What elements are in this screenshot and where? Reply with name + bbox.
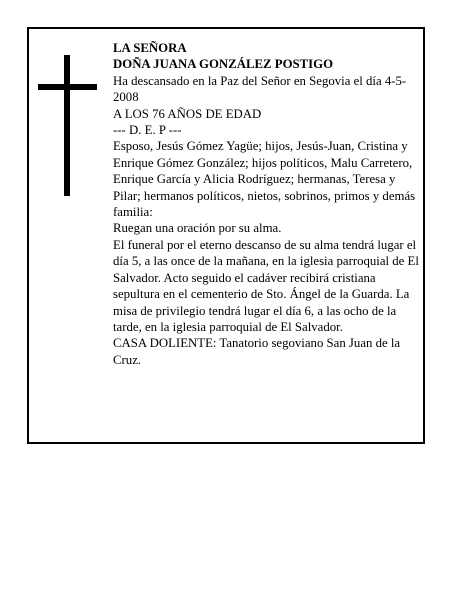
death-announcement: Ha descansado en la Paz del Señor en Segovia el día 4-5-2008 (113, 73, 407, 105)
family-list: Esposo, Jesús Gómez Yagüe; hijos, Jesús-Juan, Cristina y Enrique Gómez González; hijos políticos, Malu Carretero, Enrique García y Alicia Rodríguez; hermanas, Teresa y Pilar; hermanos políticos, nietos, sobrinos, primos y demás familia: (113, 139, 416, 220)
cross-vertical-bar (64, 55, 70, 196)
cross-horizontal-bar (38, 84, 97, 90)
obituary-text (113, 40, 421, 368)
funeral-details: El funeral por el eterno descanso de su alma tendrá lugar el día 5, a las once de la mañana, en la iglesia parroquial de El Salvador. Acto seguido el cadáver recibirá cristiana sepultura en el cementerio de Sto. Ángel de la Guarda. La misa de privilegio tendrá lugar el día 6, a las ocho de la tarde, en la iglesia parroquial de El Salvador. (113, 237, 419, 334)
mourning-house: CASA DOLIENTE: Tanatorio segoviano San Juan de la Cruz. (113, 336, 401, 367)
deceased-name: DOÑA JUANA GONZÁLEZ POSTIGO (113, 57, 334, 72)
age-line: A LOS 76 AÑOS DE EDAD (113, 106, 262, 121)
prayer-request: Ruegan una oración por su alma. (113, 221, 282, 236)
rip-line: --- D. E. P --- (113, 123, 182, 138)
title-honorific: LA SEÑORA (113, 41, 187, 55)
